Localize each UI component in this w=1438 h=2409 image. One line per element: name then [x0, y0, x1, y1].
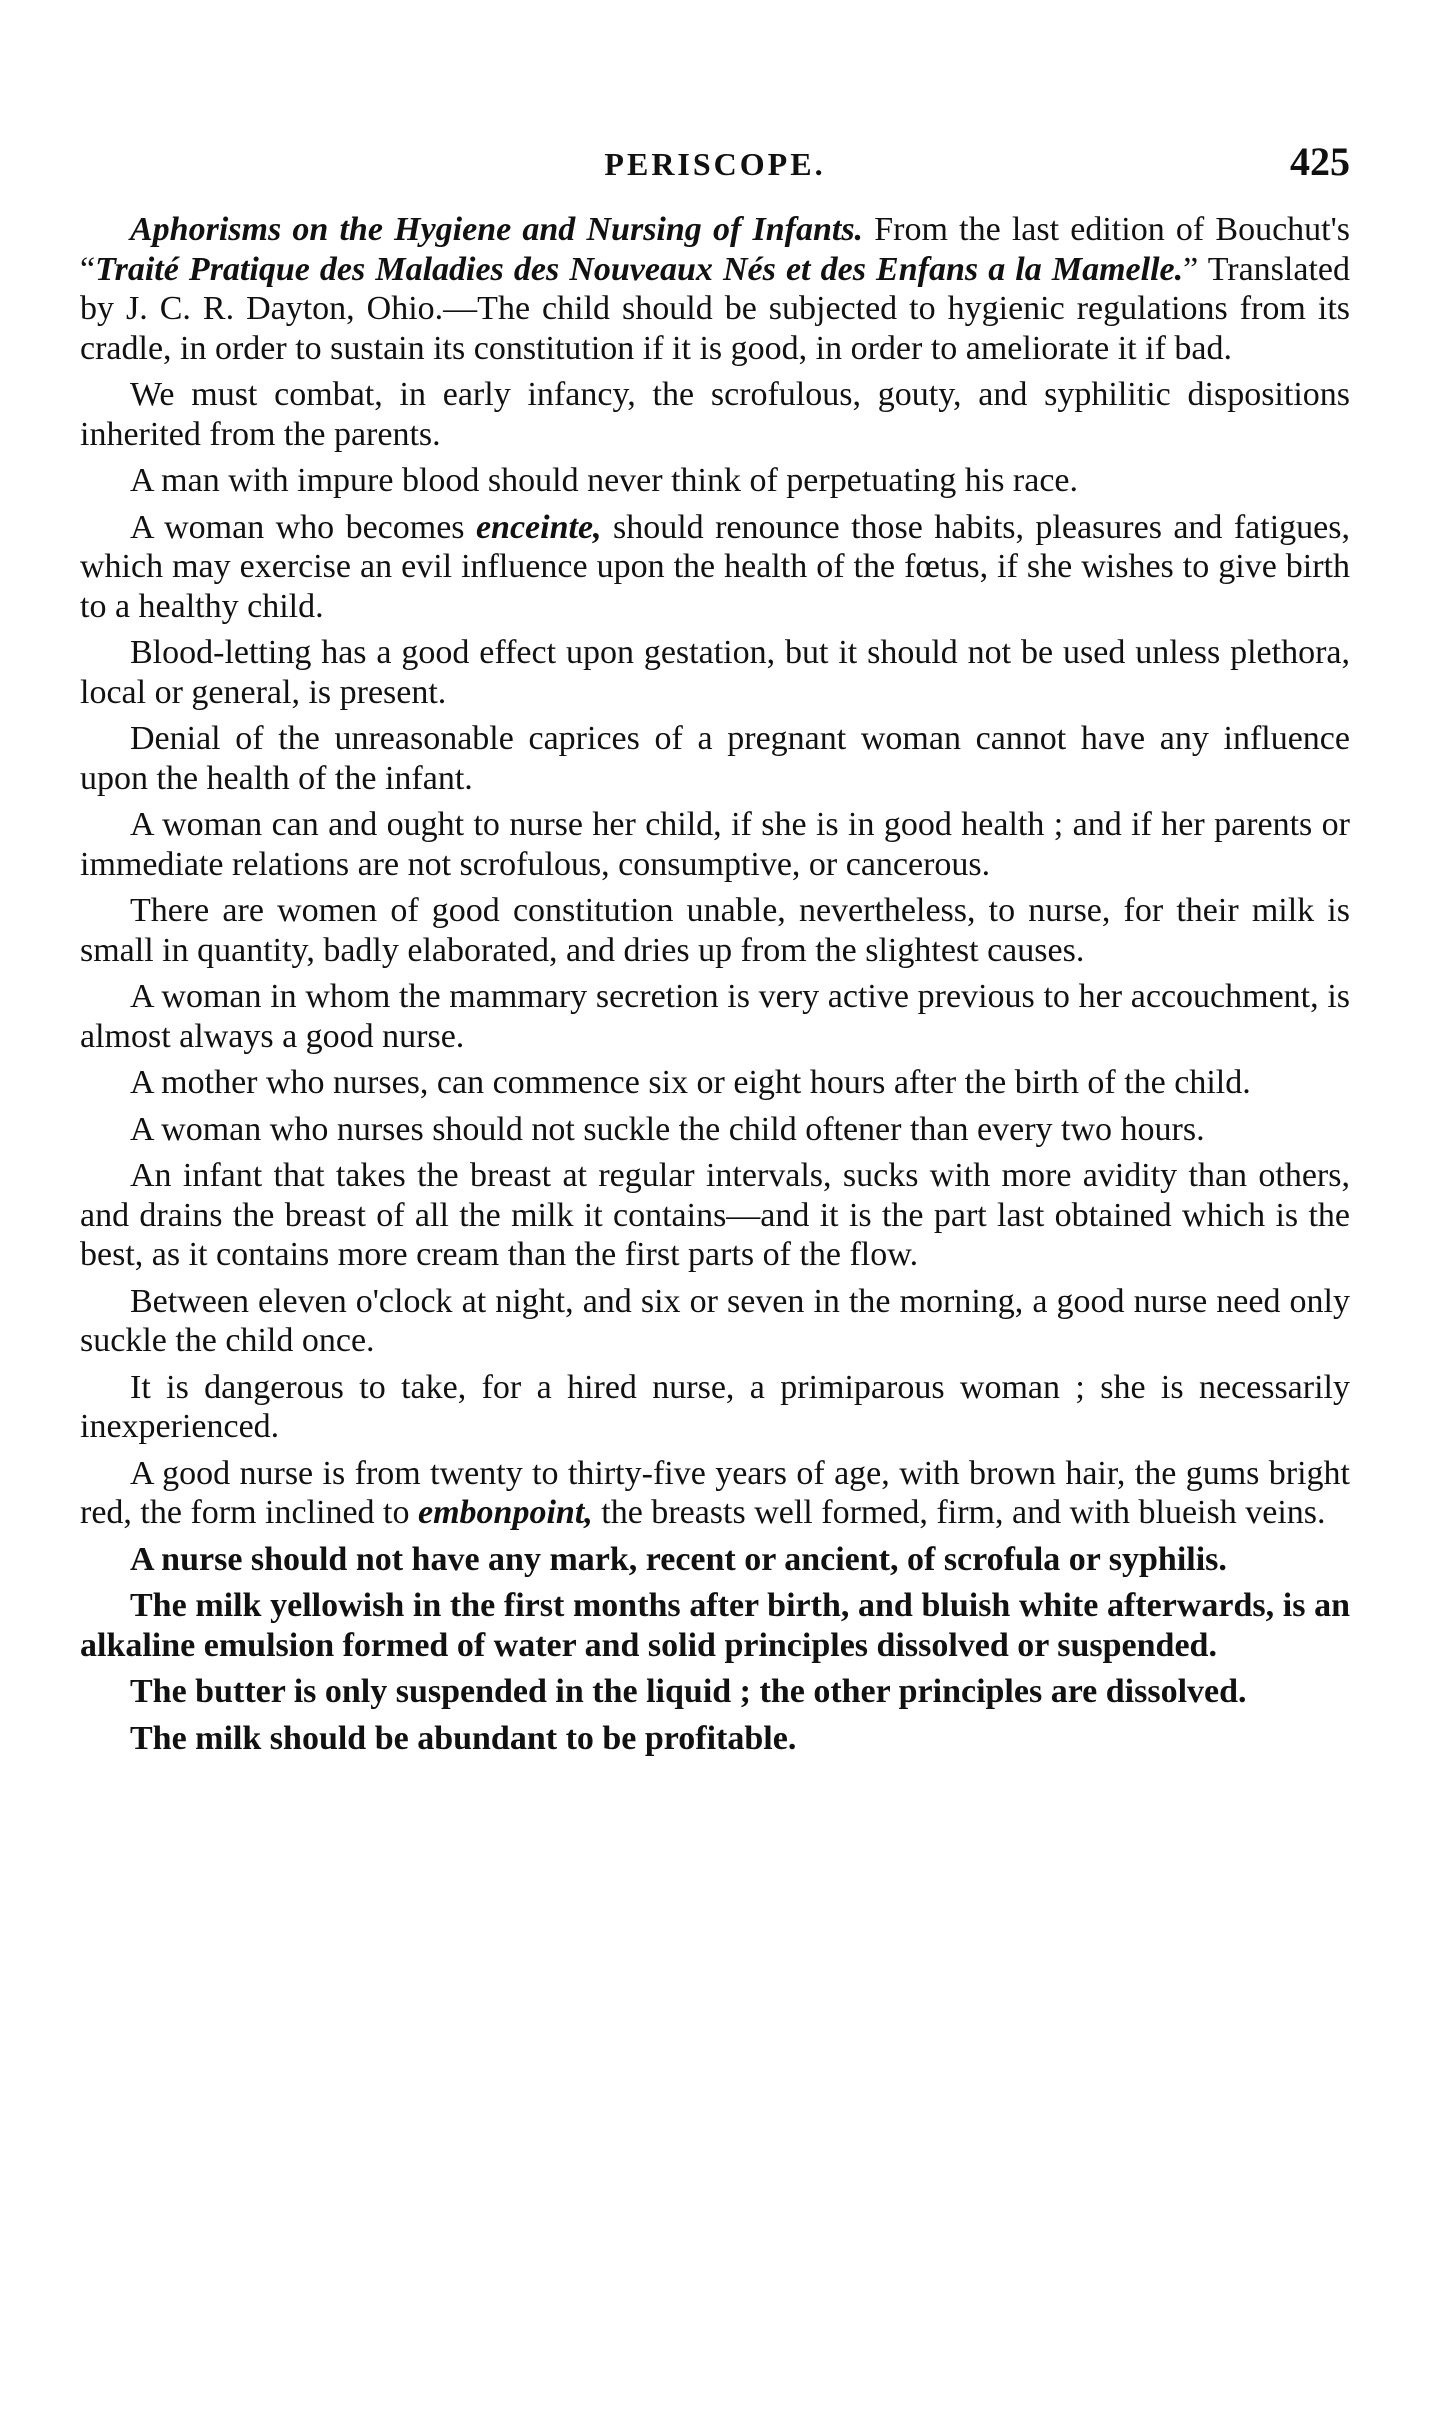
aphorism-paragraph: A woman who nurses should not suckle the child oftener than every two hours. — [130, 1110, 1205, 1148]
aphorism-paragraph — [80, 1454, 1350, 1533]
aphorism-paragraph: The milk should be abundant to be profitable. — [130, 1719, 797, 1757]
aphorism-paragraph: A nurse should not have any mark, recent or ancient, of scrofula or syphilis. — [130, 1540, 1227, 1578]
running-head: PERISCOPE. — [604, 146, 826, 182]
italic-term: enceinte, — [475, 508, 602, 546]
aphorism-paragraph: Denial of the unreasonable caprices of a pregnant woman cannot have any influence upon the health of the infant. — [80, 720, 1350, 797]
page-header — [80, 138, 1350, 198]
aphorism-paragraph: A woman can and ought to nurse her child, if she is in good health ; and if her parents or immediate relations are not scrofulous, consumptive, or cancerous. — [80, 806, 1350, 883]
aphorism-text: should renounce those habits, pleasures and fatigues, which may exercise an evil influence upon the health of the fœtus, if she wishes to give birth to a healthy child. — [80, 508, 1350, 625]
opening-paragraph — [80, 210, 1350, 368]
aphorism-paragraph: We must combat, in early infancy, the scrofulous, gouty, and syphilitic dispositions inherited from the parents. — [80, 376, 1350, 453]
aphorism-paragraph: Between eleven o'clock at night, and six or seven in the morning, a good nurse need only suckle the child once. — [80, 1282, 1350, 1359]
aphorism-paragraph — [80, 508, 1350, 627]
source-intro: From the last edition of Bouchut's “ — [80, 211, 1350, 288]
aphorism-paragraph: The milk yellowish in the first months after birth, and bluish white afterwards, is an alkaline emulsion formed of water and solid principles dissolved or suspended. — [80, 1587, 1350, 1664]
aphorism-paragraph: Blood-letting has a good effect upon gestation, but it should not be used unless plethora, local or general, is present. — [80, 634, 1350, 711]
aphorism-paragraph: An infant that takes the breast at regular intervals, sucks with more avidity than others, and drains the breast of all the milk it contains—and it is the part last obtained which is the best, as it contains more cream than the first parts of the flow. — [80, 1157, 1350, 1273]
article-title: Aphorisms on the Hygiene and Nursing of Infants. — [130, 211, 864, 248]
page-number: 425 — [1290, 139, 1350, 184]
aphorism-text: A woman who becomes — [130, 508, 476, 546]
aphorism-paragraph: It is dangerous to take, for a hired nurse, a primiparous woman ; she is necessarily inexperienced. — [80, 1368, 1350, 1445]
aphorism-paragraph: There are women of good constitution unable, nevertheless, to nurse, for their milk is small in quantity, badly elaborated, and dries up from the slightest causes. — [80, 892, 1350, 969]
italic-term: embonpoint, — [418, 1494, 593, 1531]
aphorism-paragraph: A man with impure blood should never think of perpetuating his race. — [130, 462, 1079, 499]
source-work-title: Traité Pratique des Maladies des Nouveaux Nés et des Enfans a la Mamelle. — [95, 250, 1184, 288]
aphorism-paragraph: A mother who nurses, can commence six or eight hours after the birth of the child. — [130, 1064, 1251, 1101]
opening-text: ” Translated by J. C. R. Dayton, Ohio.—The child should be subjected to hygienic regulations from its cradle, in order to sustain its constitution if it is good, in order to ameliorate it if bad. — [80, 250, 1350, 367]
aphorism-paragraph: The butter is only suspended in the liquid ; the other principles are dissolved. — [130, 1673, 1247, 1710]
article-body — [80, 210, 1350, 1765]
aphorism-text: the breasts well formed, firm, and with blueish veins. — [592, 1494, 1326, 1531]
aphorism-text: A good nurse is from twenty to thirty-five years of age, with brown hair, the gums bright red, the form inclined to — [80, 1454, 1350, 1531]
aphorism-paragraph: A woman in whom the mammary secretion is very active previous to her accouchment, is almost always a good nurse. — [80, 978, 1350, 1055]
